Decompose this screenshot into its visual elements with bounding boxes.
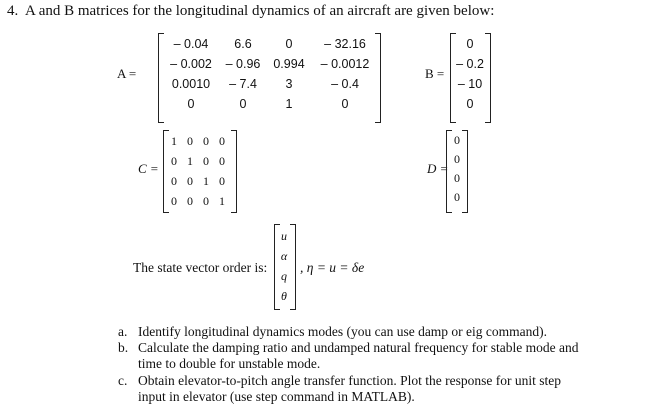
question-c <box>118 373 658 405</box>
matrix-c-cell: 0 <box>219 174 225 188</box>
matrix-b-cell: – 0.2 <box>456 57 484 71</box>
matrix-a-cell: 0 <box>239 97 247 111</box>
matrix-a-cell: 0.994 <box>273 57 305 71</box>
matrix-a-cell: – 0.96 <box>225 57 261 71</box>
question-c-line: Obtain elevator-to-pitch angle transfer function. Plot the response for unit step <box>138 373 561 388</box>
question-b-line: Calculate the damping ratio and undamped natural frequency for stable mode and <box>138 340 579 355</box>
matrix-a-right-bracket <box>375 33 381 123</box>
state-vector <box>277 226 291 306</box>
matrix-d-right-bracket <box>462 130 468 213</box>
matrix-a-cell: – 0.04 <box>173 37 209 51</box>
state-vector-right-bracket <box>290 224 296 310</box>
question-b-letter: b. <box>118 340 129 355</box>
matrix-b-cell: 0 <box>466 37 474 51</box>
matrix-c-cell: 1 <box>171 133 177 148</box>
state-vector-entry: θ <box>281 289 287 303</box>
state-vector-entry: α <box>280 249 288 263</box>
matrix-a-cell: 3 <box>285 77 293 91</box>
matrix-a-label: A = <box>117 66 137 81</box>
matrix-d-cell: 0 <box>454 152 460 166</box>
matrix-c-cell: 1 <box>219 194 225 208</box>
matrix-a-cell: 0 <box>341 97 349 111</box>
matrix-a-cell: – 0.002 <box>170 57 212 71</box>
matrix-a <box>163 34 379 114</box>
problem-number: 4. <box>7 3 19 19</box>
matrix-c-cell: 0 <box>203 134 209 148</box>
question-a <box>118 324 658 340</box>
matrix-a-cell: 0 <box>187 97 195 111</box>
matrix-c <box>166 131 230 211</box>
matrix-d-cell: 0 <box>454 171 460 185</box>
matrix-c-cell: 0 <box>219 134 225 148</box>
matrix-b-cell: 0 <box>466 97 474 111</box>
matrix-d-label: D = <box>427 161 449 176</box>
matrix-c-cell: 0 <box>171 153 177 168</box>
matrix-c-cell: 0 <box>187 194 193 208</box>
matrix-a-cell: 6.6 <box>234 37 252 51</box>
matrix-c-right-bracket <box>231 130 237 213</box>
question-c-letter: c. <box>118 373 128 388</box>
matrix-a-cell: – 0.0012 <box>320 57 370 71</box>
state-vector-label: The state vector order is: <box>133 260 268 275</box>
question-a-letter: a. <box>118 324 128 339</box>
question-b <box>118 340 658 372</box>
matrix-a-cell: 1 <box>285 97 293 111</box>
question-b-line: time to double for unstable mode. <box>138 356 321 371</box>
matrix-c-cell: 1 <box>187 154 193 168</box>
question-a-line: Identify longitudinal dynamics modes (you can use damp or eig command). <box>138 324 548 339</box>
state-vector-entry: u <box>281 229 287 243</box>
matrix-a-cell: – 32.16 <box>324 37 366 51</box>
matrix-a-cell: 0.0010 <box>171 77 211 91</box>
matrix-d-cell: 0 <box>454 190 460 204</box>
matrix-a-cell: – 0.4 <box>331 77 359 91</box>
problem-statement: A and B matrices for the longitudinal dynamics of an aircraft are given below: <box>24 3 495 19</box>
matrix-c-cell: 0 <box>203 194 209 208</box>
matrix-b-label: B = <box>425 66 445 81</box>
matrix-b <box>455 34 485 114</box>
matrix-c-cell: 0 <box>171 173 177 188</box>
matrix-c-cell: 0 <box>219 154 225 168</box>
matrix-a-cell: – 7.4 <box>229 77 257 91</box>
state-vector-entry: q <box>281 269 287 283</box>
matrix-c-cell: 0 <box>187 174 193 188</box>
matrix-c-cell: 0 <box>187 134 193 148</box>
matrix-c-cell: 0 <box>203 154 209 168</box>
problem-header <box>7 3 494 20</box>
control-relation: , η = u = δe <box>300 260 365 275</box>
matrix-b-cell: – 10 <box>457 77 483 91</box>
matrix-b-right-bracket <box>485 33 491 123</box>
matrix-d-cell: 0 <box>454 133 460 147</box>
matrix-a-cell: 0 <box>285 37 293 51</box>
matrix-c-label: C = <box>138 161 159 176</box>
matrix-c-cell: 1 <box>203 174 209 188</box>
question-c-line: input in elevator (use step command in MATLAB). <box>138 389 415 404</box>
matrix-c-cell: 0 <box>171 193 177 208</box>
